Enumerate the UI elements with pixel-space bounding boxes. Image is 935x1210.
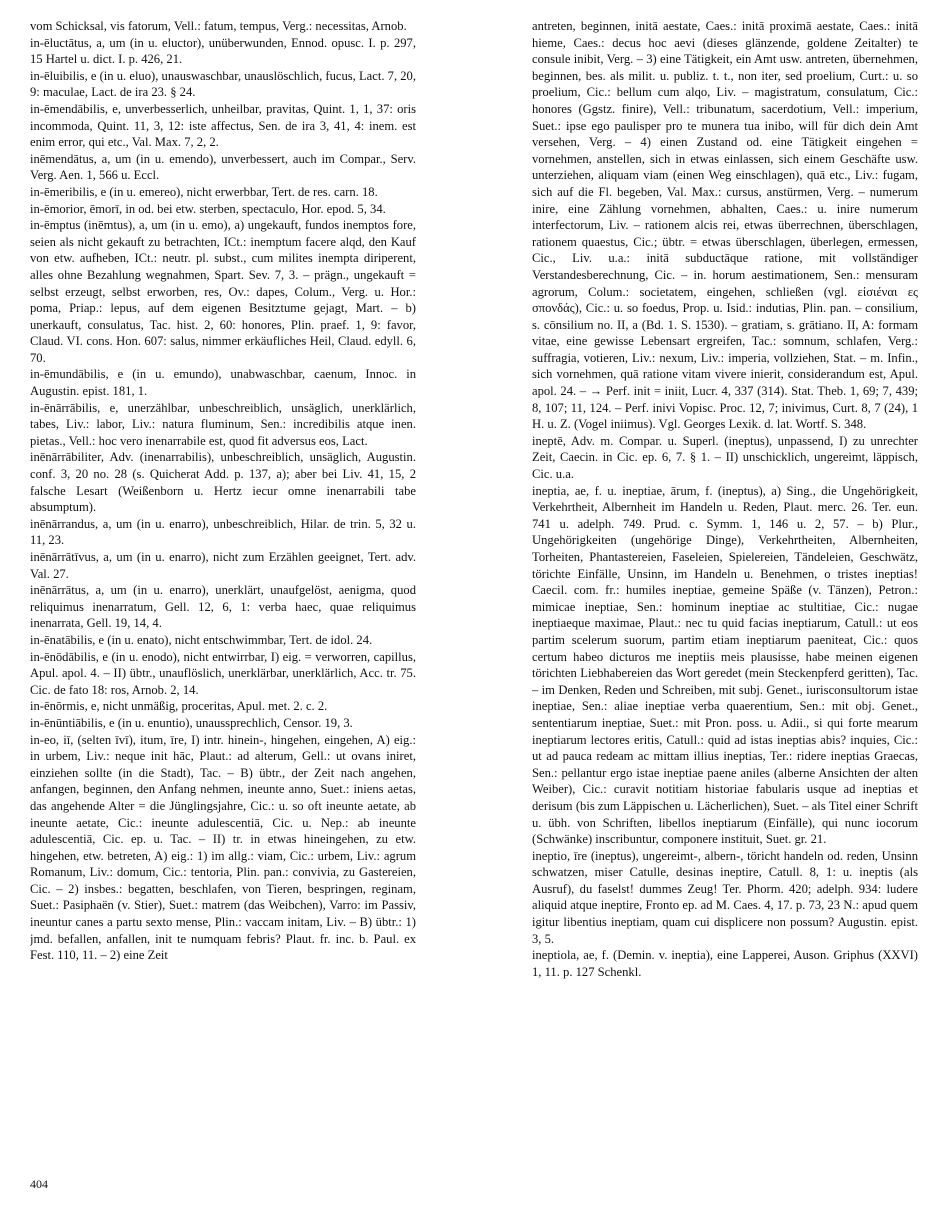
right-column	[532, 18, 918, 1178]
entry-ineluctatus: in-ēluctātus, a, um (in u. eluctor), unüberwunden, Ennod. opusc. I. p. 297, 15 Hartel u. dict. I. p. 426, 21.	[30, 35, 416, 67]
entry-inemorior: in-ēmorior, ēmorī, in od. bei etw. sterben, spectaculo, Hor. epod. 5, 34.	[30, 201, 386, 216]
entry-inenarrativus: inēnārrātīvus, a, um (in u. enarro), nicht zum Erzählen geeignet, Tert. adv. Val. 27.	[30, 550, 416, 581]
entry-inenatabilis: in-ēnatābilis, e (in u. enato), nicht entschwimmbar, Tert. de idol. 24.	[30, 632, 373, 647]
entry-text: vom Schicksal, vis fatorum, Vell.: fatum, tempus, Verg.: necessitas, Arnob.	[30, 19, 407, 33]
entry-ineptia: ineptia, ae, f. u. ineptiae, ārum, f. (ineptus), a) Sing., die Ungehörigkeit, Verkehrtheit, Albernheit im Handeln u. Reden, Plaut. merc. 26. Ter. eun. 741 u. adelph. 749. Prud. c. Symm. 1, 146 u. 2, 57. – b) Plur., Ungehörigkeiten (ungehörige Dinge), Verkehrtheiten, Albernheiten, Torheiten, Phantastereien, Faseleien, Spielereien, Tändeleien, Geschwätz, törichte Einfälle, Unsinn, im Handeln u. Benehmen, o tristes ineptias! Caecil. com. fr.: humiles ineptiae, gemeine Späße (v. Tänzen), Petron.: mimicae ineptiae, Sen.: hominum ineptiae ac stultitiae, Cic.: nugae ineptiaeque maximae, Plaut.: nec tu quid facias ineptiarum, Catull.: ut eos partim scelerum suorum, partim etiam ineptiarum paeniteat, Cic.: quos certum habeo dicturos me ineptiis meis plausisse, habe meinen eigenen törichten Liebhabereien das Wort geredet (mein Steckenpferd geritten), Tac. – im Denken, Reden und Schreiben, mit subj. Genet., iurisconsultorum istae ineptiae, Sen.: aliae ineptiae verba quaerentium, Sen.: mit obj. Genet., sententiarum ineptiae, Suet.: mit Pron. poss. u. Adii., si qui forte mearum ineptiarum lectores eritis, Catull.: quid ad istas ineptias abis? inquies, Cic.: ut ad pauca redeam ac mittam illius ineptias, Ter.: ridere ineptias Graecas, Sen.: pellantur ergo istae ineptiae paene aniles (alberne Ansichten der alten Weiber), Cic.: curavit notitiam historiae fabularis usque ad ineptias et derisum (bis zum Läppischen u. Lächerlichen), Suet. – als Titel einer Schrift u. übh. von Schriften, libellos ineptiarum (Einfälle), qui nunc iocorum (Schwänke) inscribuntur, componere instituit, Suet. gr. 21.	[532, 483, 918, 847]
entry-inenarrabiliter: inēnārrābiliter, Adv. (inenarrabilis), unbeschreiblich, unsäglich, Augustin. conf. 3, 20 no. 28 (s. Quicherat Add. p. 137, a); aber bei Liv. 41, 15, 2 falsche Lesart (Weißenborn u. Hertz iecur omne inenarrabili tabe absumptum).	[30, 450, 416, 515]
entry-inemundabilis: in-ēmundābilis, e (in u. emundo), unabwaschbar, caenum, Innoc. in Augustin. epist. 181, 1.	[30, 367, 416, 399]
entry-inenuntiabilis: in-ēnūntiābilis, e (in u. enuntio), unaussprechlich, Censor. 19, 3.	[30, 715, 353, 730]
entry-ineluibilis: in-ēluibilis, e (in u. eluo), unauswaschbar, unauslöschlich, fucus, Lact. 7, 20, 9: maculae, Lact. de ira 23. § 24.	[30, 68, 416, 100]
page-number: 404	[30, 1177, 48, 1191]
entry-inenormis: in-ēnōrmis, e, nicht unmäßig, proceritas, Apul. met. 2. c. 2.	[30, 699, 328, 714]
left-column	[30, 18, 416, 1178]
entry-inenarrandus: inēnārrandus, a, um (in u. enarro), unbeschreiblich, Hilar. de trin. 5, 32 u. 11, 23.	[30, 516, 416, 548]
entry-text: antreten, beginnen, initā aestate, Caes.: initā proximā aestate, Caes.: initā hieme, Caes.: decus hoc aevi (dieses glänzende, goldene Zeitalter) te consule inibit, Verg. – 3) eine Tätigkeit, ein Amt usw. antreten, übernehmen, beginnen, bes. als milit. u. publiz. t. t., non iter, sed proelium, Curt.: u. so proelium, Cic.: bellum cum alqo, Liv. – magistratum, consulatum, Cic.: honores (Ggstz. finire), Vell.: tribunatum, sacerdotium, Vell.: imperium, Suet.: ipse ego paulisper pro te munera tua inibo, will für dich dein Amt versehen, Verg. – 4) einen Zustand od. eine Tätigkeit eingehen = vornehmen, anstellen, sich in etwas einlassen, sich einem Geschäfte usw. unterziehen, aliquam viam (einen Weg einschlagen), quā etc., Liv.: fugam, sich auf die Fl. begeben, Val. Max.: cursus, anstürmen, Verg. – numerum inire, eine Zählung vornehmen, abhalten, Caes.: u. inire numerum interfectorum, Liv. – rationem alcis rei, etwas überrechnen, überschlagen, rationem quaestus, Cic.; übtr. = etwas überschlagen, überlegen, ermessen, Cic., Liv. u.a.: initā subductāque ratione, mit vollständiger Verstandesberechnung, Cic. – in. horum aestimationem, Sen.: mensuram agrorum, Colum.: societatem, eingehen, schließen (vgl. εἰσιέναι ες σπονδάς), Cic.: u. so foedus, Prop. u. Isid.: indutias, Plin. pan. – consilium, s. cōnsilium no. II, a (Bd. 1. S. 1530). – gratiam, s. grātiano. II, A: formam vitae, eine gewisse Lebensart ergreifen, Tac.: somnum, schlafen, Verg.: suffragia, votieren, Liv.: nexum, Liv.: imperia, vollziehen, Stat. – m. Infin., sich vornehmen, quā ratione vitam vivere inierit, considerandum est, Apul. apol. 24. – → Perf. init = iniit, Lucr. 4, 337 (314). Stat. Theb. 1, 69; 7, 439; 8, 107; 11, 124. – Perf. inivi Vopisc. Proc. 12, 7; inivimus, Curt. 8, 7 (24), 1 H. u. Z. (Vogel iniimus). Vgl. Georges Lexik. d. lat. Wortf. S. 348.	[532, 19, 918, 432]
entry-inepte: ineptē, Adv. m. Compar. u. Superl. (ineptus), unpassend, I) zu unrechter Zeit, Caecin. in Cic. ep. 6, 7. § 1. – II) unschicklich, ungereimt, läppisch, Cic. u.a.	[532, 433, 918, 482]
entry-ineo: in-eo, iī, (selten īvī), itum, īre, I) intr. hinein-, hingehen, eingehen, A) eig.: in urbem, Liv.: neque init hāc, Plaut.: ad alterum, Gell.: ut ovans iniret, einziehen sollte (in die Stadt), Tac. – B) übtr., der Zeit nach angehen, anfangen, beginnen, den Anfang nehmen, ineunte anno, Suet.: iniens aetas, das angehende Alter = die Jünglingsjahre, Cic.: u. so oft ineunte aetate, ab ineunte aetate, Cic.: ineunte adulescentiā, Cic. u. Nep.: ab ineunte adulescentiā, Cic. ep. u. Tac. – II) tr. in etwas hineingehen, zu etw. hingehen, etw. betreten, A) eig.: 1) im allg.: viam, Cic.: urbem, Liv.: agrum Romanum, Liv.: domum, Cic.: tentoria, Plin. pan.: convivia, zu Gastereien, Cic. – 2) insbes.: begatten, beschlafen, von Tieren, bespringen, reginam, Suet.: Pasiphaën (v. Stier), Suet.: matrem (das Weibchen), Varro: im Passiv, ineuntur canes a partu sexto mense, Plin.: vaccam initam, Liv. – B) übtr.: 1) jmd. befallen, anfallen, init te numquam febris? Plaut. fr. inc. b. Paul. ex Fest. 110, 11. – 2) eine Zeit	[30, 732, 416, 963]
entry-inemendatus: inēmendātus, a, um (in u. emendo), unverbessert, auch im Compar., Serv. Verg. Aen. 1, 566 u. Eccl.	[30, 151, 416, 183]
entry-inemptus: in-ēmptus (inēmtus), a, um (in u. emo), a) ungekauft, fundos inemptos fore, seien als nicht gekauft zu betrachten, ICt.: inemptum facere alqd, den Kauf von etw. aufheben, ICt.: neutr. pl. subst., cum milites inempta diriperent, alles ohne Bezahlung wegnahmen, Spart. Sev. 7, 3. – prägn., ungekauft = selbst erzeugt, selbst erworben, res, Ov.: dapes, Colum., Verg. u. Hor.: poma, Priap.: lepus, auf dem eigenen Besitztume gejagt, Mart. – b) unerkauft, consulatus, Tac. hist. 2, 60: honores, Plin. praef. 1, 9: favor, Claud. VI. cons. Hon. 607: salus, nimmer erkäufliches Heil, Claud. edyll. 6, 70.	[30, 218, 416, 365]
entry-inenarrabilis: in-ēnārrābilis, e, unerzählbar, unbeschreiblich, unsäglich, unerklärlich, tabes, Liv.: labor, Liv.: natura fluminum, Sen.: incredibilis atque inen. pietas., Vell.: hoc vero inenarrabile est, quod fit adversus eos, Lact.	[30, 400, 416, 448]
entry-inenarratus: inēnārrātus, a, um (in u. enarro), unerklärt, unaufgelöst, aenigma, quod reliquimus inenarratum, Gell. 12, 6, 1: verba haec, quae reliquimus inenarrata, Gell. 19, 14, 4.	[30, 583, 416, 631]
entry-ineptiola: ineptiola, ae, f. (Demin. v. ineptia), eine Lapperei, Auson. Griphus (XXVI) 1, 11. p. 127 Schenkl.	[532, 948, 918, 979]
entry-inemendabilis: in-ēmendābilis, e, unverbesserlich, unheilbar, pravitas, Quint. 1, 1, 37: oris incommoda, Quint. 11, 3, 12: iste affectus, Sen. de ira 3, 41, 4: inem. est enim error, qui etc., Val. Max. 7, 2, 2.	[30, 101, 416, 150]
entry-inemeribilis: in-ēmeribilis, e (in u. emereo), nicht erwerbbar, Tert. de res. carn. 18.	[30, 184, 378, 199]
entry-ineptio: ineptio, īre (ineptus), ungereimt-, albern-, töricht handeln od. reden, Unsinn schwatzen, miser Catulle, desinas ineptire, Catull. 8, 1: u. ineptis (als Ausruf), du faselst! dummes Zeug! Ter. Phorm. 420; adelph. 934: ludere aliquid atque ineptire, Fronto ep. ad M. Caes. 4, 17. p. 73, 23 N.: apud quem igitur libentius ineptiam, quam cui displicere non possum? Augustin. epist. 3, 5.	[532, 848, 918, 946]
dictionary-page	[30, 18, 918, 1188]
entry-inenodabilis: in-ēnōdābilis, e (in u. enodo), nicht entwirrbar, I) eig. = verworren, capillus, Apul. apol. 4. – II) übtr., unauflöslich, unerklärbar, unerklärlich, Acc. tr. 75. Cic. de fato 18: ros, Arnob. 2, 14.	[30, 649, 416, 697]
